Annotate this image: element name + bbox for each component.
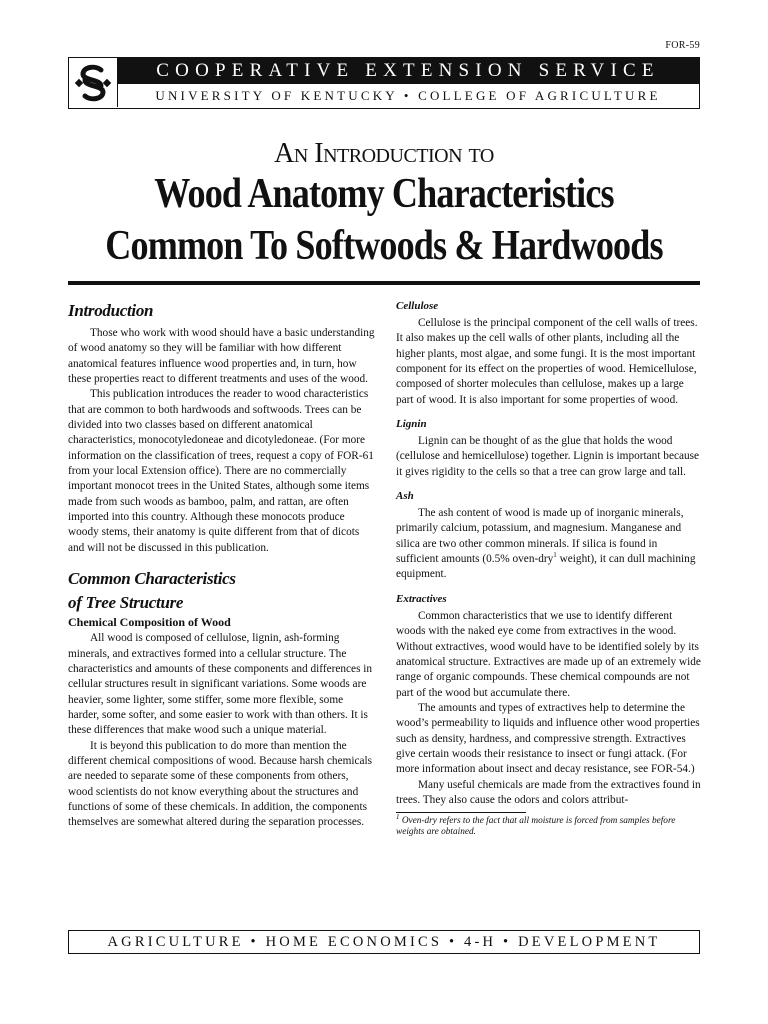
intro-paragraph-1: Those who work with wood should have a basic understanding of wood anatomy so they will be familiar with how different anatomical features influence wood properties and, in turn, how these properties react to different treatments and uses of the wood. <box>68 327 375 386</box>
extractives-paragraph-3: Many useful chemicals are made from the extractives found in trees. They also cause the odors and colors attribut- <box>396 778 701 806</box>
lignin-heading: Lignin <box>396 418 427 431</box>
document-number: FOR-59 <box>665 40 700 51</box>
ces-logo-icon <box>74 63 112 103</box>
footer-bar: AGRICULTURE • HOME ECONOMICS • 4-H • DEVELOPMENT <box>68 930 700 954</box>
introduction-heading: Introduction <box>68 301 154 320</box>
title-prefix: An Introduction to <box>274 138 494 169</box>
lignin-paragraph: Lignin can be thought of as the glue that holds the wood (cellulose and hemicellulose) together. Lignin is important because it gives rigidity to the cells so that a tree can grow large and tall. <box>396 435 700 478</box>
footnote-number: 1 <box>396 812 400 821</box>
common-characteristics-heading: Common Characteristics <box>68 569 236 589</box>
ash-paragraph <box>396 506 702 583</box>
intro-paragraph-2: This publication introduces the reader to wood characteristics that are common to both hardwoods and softwoods. Trees can be divided into two classes based on different anatomical characteristics, monocotyledoneae and dicotyledoneae. (For more information on the classification of trees, request a copy of FOR-61 from your local Extension office). There are no commercially important monocot trees in the United States, although some items made from such woods as bamboo, palm, and rattan, are often imported into this country. Although these monocots produce woody stems, their anatomy is quite different from that of dicots and will not be discussed in this publication. <box>68 388 374 554</box>
footnote-ref: 1 <box>553 551 557 560</box>
cellulose-heading: Cellulose <box>396 300 439 312</box>
banner-subtitle: UNIVERSITY OF KENTUCKY • COLLEGE OF AGRICULTURE <box>155 88 661 103</box>
title-line-2: Common To Softwoods & Hardwoods <box>105 223 663 269</box>
cellulose-paragraph: Cellulose is the principal component of the cell walls of trees. It also makes up the cell walls of other plants, including all the higher plants, most algae, and some fungi. It is the most important component for its effect on the properties of wood. Hemicellulose, composed of shorter molecules than cellulose, makes up a large part of wood. It is also important for some properties of wood. <box>396 317 698 406</box>
chemical-paragraph-1: All wood is composed of cellulose, lignin, ash-forming minerals, and extractives formed into a cellular structure. The characteristics and amounts of these components and differences in cellular structures result in significant variations. Some woods are heavier, some lighter, some stiffer, some more flexible, some harder, some softer, and some easier to work with than others. It is these differences that make wood such a unique material. <box>68 632 373 737</box>
chemical-composition-heading: Chemical Composition of Wood <box>68 615 231 630</box>
logo-box <box>69 58 118 107</box>
ash-text-b: weight), it can dull machining equipment. <box>396 553 696 581</box>
extractives-paragraph-1: Common characteristics that we use to identify different woods with the naked eye come from extractives in the wood. Without extractives, wood would have to be identified solely by its anatomical structure. Extractives are made up of an extremely wide range of organic compounds. These chemical compounds are not part of the wood but accumulate there. <box>396 609 701 699</box>
right-column <box>396 298 702 838</box>
extension-banner <box>68 57 700 109</box>
banner-title: COOPERATIVE EXTENSION SERVICE <box>117 58 699 84</box>
ash-heading: Ash <box>396 490 414 503</box>
extractives-heading: Extractives <box>396 592 447 605</box>
footnote <box>396 812 702 838</box>
title-rule <box>68 281 700 285</box>
tree-structure-heading: of Tree Structure <box>68 593 184 613</box>
title-line-1: Wood Anatomy Characteristics <box>154 171 614 217</box>
footnote-text: Oven-dry refers to the fact that all moisture is forced from samples before weights are obtained. <box>396 816 676 838</box>
left-column <box>68 298 376 831</box>
chemical-paragraph-2: It is beyond this publication to do more than mention the different chemical compositions of wood. Because harsh chemicals are needed to separate some of these components from others, wood scientists do not know everything about the structures and functions of some of these chemicals. In addition, the components themselves are somewhat altered during the separation processes. <box>68 739 373 829</box>
footnote-divider <box>396 812 526 813</box>
ash-text-a: The ash content of wood is made up of inorganic minerals, primarily calcium, potassium, and magnesium. Manganese and silica are two other common minerals. If silica is found in sufficient amounts (0.5% oven-dry <box>396 507 684 566</box>
extractives-paragraph-2: The amounts and types of extractives help to determine the wood’s permeability to liquids and influence other wood properties such as density, hardness, and compressive strength. Extractives give certain woods their resistance to insect or fungi attack. (For more information about insect and decay resistance, see FOR-54.) <box>396 701 700 776</box>
